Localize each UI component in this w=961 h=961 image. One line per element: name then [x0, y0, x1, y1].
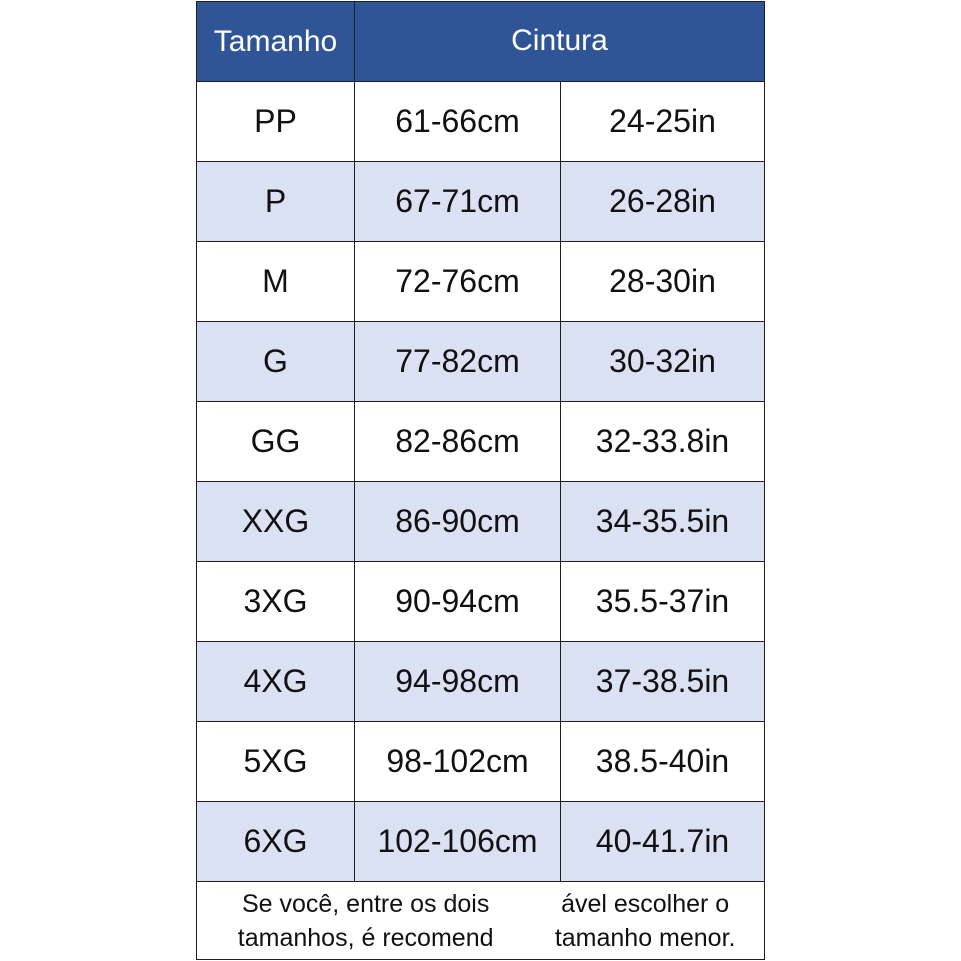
table-row	[197, 802, 764, 882]
table-row	[197, 322, 764, 402]
waist-cm-cell: 90-94cm	[355, 562, 561, 641]
waist-cm-cell: 72-76cm	[355, 242, 561, 321]
size-cell: 5XG	[197, 722, 355, 801]
note-line-2: ável escolher o tamanho menor.	[554, 889, 736, 952]
waist-in-cell: 34-35.5in	[595, 503, 730, 539]
waist-in-cell: 35.5-37in	[595, 583, 730, 619]
size-recommendation-note	[197, 882, 764, 959]
waist-cm-cell: 67-71cm	[355, 162, 561, 241]
waist-in-cell: 26-28in	[609, 183, 716, 219]
size-cell: 3XG	[197, 562, 355, 641]
size-cell: GG	[197, 402, 355, 481]
table-row	[197, 162, 764, 242]
size-cell: G	[197, 322, 355, 401]
waist-in-cell: 24-25in	[609, 103, 716, 139]
waist-in-cell: 28-30in	[609, 263, 716, 299]
table-header	[197, 2, 764, 82]
waist-in-cell: 37-38.5in	[595, 663, 730, 699]
waist-cm-cell: 98-102cm	[355, 722, 561, 801]
note-line-1: Se você, entre os dois tamanhos, é recomend	[237, 889, 494, 952]
size-cell: PP	[197, 82, 355, 161]
waist-cm-cell: 77-82cm	[355, 322, 561, 401]
table-row	[197, 402, 764, 482]
waist-in-cell: 30-32in	[609, 343, 716, 379]
size-cell: 6XG	[197, 802, 355, 881]
table-row	[197, 82, 764, 162]
waist-in-cell: 38.5-40in	[595, 743, 730, 779]
size-cell: 4XG	[197, 642, 355, 721]
size-cell: P	[197, 162, 355, 241]
waist-cm-cell: 61-66cm	[355, 82, 561, 161]
table-row	[197, 482, 764, 562]
table-row	[197, 242, 764, 322]
size-cell: M	[197, 242, 355, 321]
table-row	[197, 722, 764, 802]
header-size: Tamanho	[197, 2, 355, 81]
waist-in-cell: 40-41.7in	[595, 823, 730, 859]
table-row	[197, 562, 764, 642]
table-row	[197, 642, 764, 722]
header-waist: Cintura	[511, 24, 608, 57]
waist-cm-cell: 82-86cm	[355, 402, 561, 481]
waist-in-cell: 32-33.8in	[595, 423, 730, 459]
size-chart-table	[196, 1, 765, 960]
waist-cm-cell: 102-106cm	[355, 802, 561, 881]
table-body	[197, 82, 764, 882]
size-cell: XXG	[197, 482, 355, 561]
waist-cm-cell: 94-98cm	[355, 642, 561, 721]
waist-cm-cell: 86-90cm	[355, 482, 561, 561]
